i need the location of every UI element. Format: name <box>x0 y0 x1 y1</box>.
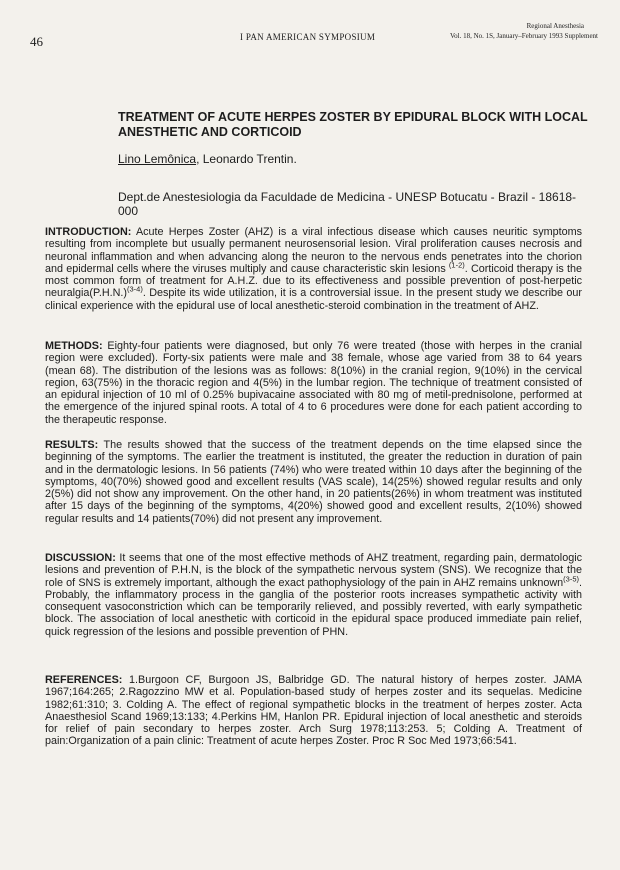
journal-volume: Vol. 18, No. 1S, January–February 1993 Supplement <box>449 32 598 40</box>
citation-1-2: (1-2) <box>448 260 465 270</box>
co-authors: , Leonardo Trentin. <box>196 152 297 166</box>
symposium-title: I PAN AMERICAN SYMPOSIUM <box>240 32 376 42</box>
discussion-text-b: . Probably, the inflammatory process in the ganglia of the posterior roots increases sympathetic activity with consequent vasoconstriction which can be temporarily relieved, and possibly reverted, with early sympathetic block. The association of local anesthetic with corticoid in the epidural space produced immediate pain relief, quick regression of the lesions and possible prevention of PHN. <box>45 576 582 638</box>
article-title: TREATMENT OF ACUTE HERPES ZOSTER BY EPIDURAL BLOCK WITH LOCAL ANESTHETIC AND CORTICOID <box>118 110 588 139</box>
references-section <box>45 674 582 748</box>
author-list <box>118 152 297 166</box>
discussion-section <box>45 552 582 638</box>
discussion-heading: DISCUSSION: <box>45 552 116 564</box>
affiliation: Dept.de Anestesiologia da Faculdade de Medicina - UNESP Botucatu - Brazil - 18618-000 <box>118 190 577 218</box>
page-header <box>0 22 620 52</box>
introduction-text-c: . Despite its wide utilization, it is a controversial issue. In the present study we describe our clinical experience with the epidural use of local anesthetic-steroid combination in the treatment of AHZ. <box>45 287 582 312</box>
introduction-text-a: Acute Herpes Zoster (AHZ) is a viral infectious disease which causes neuritic symptoms resulting from incomplete but usually permanent neurosensorial lesion. Viral proliferation causes necrosis and neuronal inflammation and when advancing along the neuron to the nervous ends penetrates into the chorion and epidermal cells where the viruses multiply and cause characteristic skin lesions <box>45 226 582 275</box>
citation-3-4: (3-4) <box>127 284 143 294</box>
discussion-text-a: It seems that one of the most effective methods of AHZ treatment, regarding pain, dermatologic lesions and prevention of P.H.N, is the block of the sympathetic nervous system (SNS). We recognize that the role of SNS is extremely important, although the exact pathophysiology of the pain in AHZ remains unknown <box>45 552 582 589</box>
journal-name: Regional Anesthesia <box>526 22 584 30</box>
results-heading: RESULTS: <box>45 439 99 451</box>
introduction-heading: INTRODUCTION: <box>45 226 132 238</box>
results-section <box>45 439 582 525</box>
references-heading: REFERENCES: <box>45 674 123 686</box>
citation-3-5: (3-5) <box>563 574 579 583</box>
methods-heading: METHODS: <box>45 340 103 352</box>
references-text: 1.Burgoon CF, Burgoon JS, Balbridge GD. The natural history of herpes zoster. JAMA 1967;164:265; 2.Ragozzino MW et al. Population-based study of herpes zoster and its sequelas. Medicine 1982;61:310; 3. Colding A. The effect of regional sympathetic blocks in the treatment of herpes zoster. Acta Anaesthesiol Scand 1969;13:133; 4.Perkins HM, Hanlon PR. Epidural injection of local anesthetic and steroids for relief of pain secondary to herpes zoster. Arch Surg 1978;113:253. 5; Colding A. Treatment of pain:Organization of a pain clinic: Treatment of acute herpes Zoster. Proc R Soc Med 1973;66:541. <box>45 674 582 748</box>
presenting-author: Lino Lemônica <box>118 152 197 166</box>
methods-section <box>45 340 582 426</box>
introduction-section <box>45 226 582 312</box>
results-text: The results showed that the success of the treatment depends on the time elapsed since the beginning of the symptoms. The earlier the treatment is instituted, the greater the reduction in duration of pain and in the dermatologic lesions. In 56 patients (74%) who were treated within 10 days after the beginning of the symptoms, 40(70%) showed good and excellent results (VAS scale), 14(25%) showed regular results and only 2(5%) did not show any improvement. On the other hand, in 20 patients(26%) in whom treatment was instituted after 15 days of the beginning of the symptoms, 4(20%) showed good and excellent results, 2(10%) showed regular results and 14 patients(70%) did not present any improvement. <box>45 439 582 525</box>
methods-text: Eighty-four patients were diagnosed, but only 76 were treated (those with herpes in the cranial region were excluded). Forty-six patients were male and 38 female, whose age varied from 38 to 64 years (mean 68). The distribution of the lesions was as follows: 8(10%) in the cranial region, 9(10%) in the cervical region, 63(75%) in the thoracic region and 4(5%) in the lumbar region. The technique of treatment consisted of an epidural injection of 10 ml of 0.25% bupivacaine associated with 80 mg of metil-prednisolone, performed at the emergence of the injured spinal roots. A total of 4 to 6 procedures were done for each patient according to the therapeutic response. <box>45 340 582 426</box>
introduction-text-b: . Corticoid therapy is the most common form of treatment for A.H.Z. due to its effectiveness and possible prevention of post-herpetic neuralgia(P.H.N.) <box>45 262 583 300</box>
page-number: 46 <box>30 34 43 49</box>
